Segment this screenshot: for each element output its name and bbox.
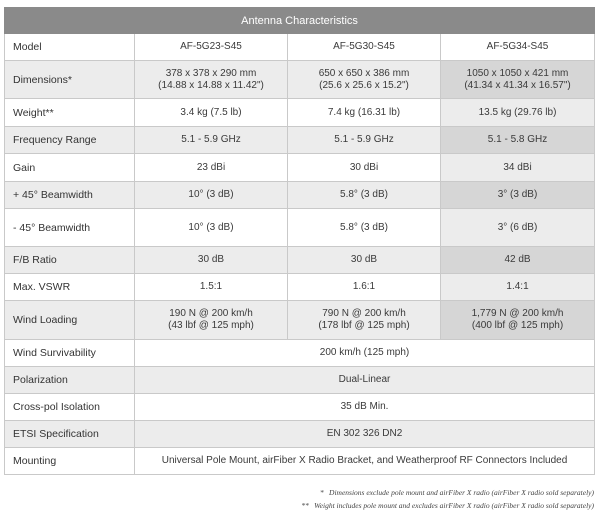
cell-line: (400 lbf @ 125 mph) [471,320,564,331]
cell-line: (25.6 x 25.6 x 15.2") [319,79,409,91]
cell-value: 30 dB [288,247,441,274]
cell-line: (178 lbf @ 125 mph) [318,320,410,331]
row-label: Wind Loading [5,301,135,340]
cell-value: 23 dBi [135,154,288,182]
footnote-text: Dimensions exclude pole mount and airFiber X radio (airFiber X radio sold separately) [329,488,594,497]
row-label: + 45° Beamwidth [5,182,135,209]
row-fb-ratio [5,247,595,274]
cell-value: 34 dBi [441,154,595,182]
cell-value: AF-5G23-S45 [135,34,288,61]
row-dimensions [5,61,595,99]
cell-value [135,61,288,99]
cell-line: (14.88 x 14.88 x 11.42") [158,79,264,91]
cell-value: 7.4 kg (16.31 lb) [288,99,441,127]
row-polarization [5,367,595,394]
cell-value: 5.8° (3 dB) [288,209,441,247]
cell-line: 378 x 378 x 290 mm [165,67,257,79]
row-label: ETSI Specification [5,421,135,448]
cell-value [441,61,595,99]
cell-value: 30 dB [135,247,288,274]
row-label: Max. VSWR [5,274,135,301]
cell-line: 1050 x 1050 x 421 mm [466,67,569,79]
cell-value-merged: Dual-Linear [135,367,595,394]
cell-value-merged: 35 dB Min. [135,394,595,421]
cell-value: 3° (6 dB) [441,209,595,247]
antenna-spec-table-wrapper [4,7,594,475]
cell-value: 3.4 kg (7.5 lb) [135,99,288,127]
row-label: Weight** [5,99,135,127]
cell-value-merged: EN 302 326 DN2 [135,421,595,448]
cell-value-merged: Universal Pole Mount, airFiber X Radio Bracket, and Weatherproof RF Connectors Included [135,448,595,475]
cell-line: (43 lbf @ 125 mph) [168,320,254,331]
cell-line: (41.34 x 41.34 x 16.57") [464,79,571,91]
row-label: Gain [5,154,135,182]
row-beamwidth-plus45 [5,182,595,209]
footnote-text: Weight includes pole mount and excludes airFiber X radio (airFiber X radio sold separately) [314,501,594,510]
cell-line: 190 N @ 200 km/h [169,308,253,319]
cell-value [441,301,595,340]
cell-value-merged: 200 km/h (125 mph) [135,340,595,367]
footnote [302,501,594,510]
row-wind-loading [5,301,595,340]
row-max-vswr [5,274,595,301]
row-mounting [5,448,595,475]
cell-value: 5.8° (3 dB) [288,182,441,209]
row-etsi-specification [5,421,595,448]
row-label: Cross-pol Isolation [5,394,135,421]
row-crosspol-isolation [5,394,595,421]
cell-line: 790 N @ 200 km/h [322,308,406,319]
cell-value: 10° (3 dB) [135,182,288,209]
cell-line: 650 x 650 x 386 mm [318,67,410,79]
row-label: Mounting [5,448,135,475]
cell-value: 10° (3 dB) [135,209,288,247]
cell-value: 5.1 - 5.8 GHz [441,127,595,154]
cell-value: 1.5:1 [135,274,288,301]
footnote-mark: ** [301,501,310,510]
cell-value [288,301,441,340]
row-label: - 45° Beamwidth [5,209,135,247]
cell-value [135,301,288,340]
cell-value: 42 dB [441,247,595,274]
row-gain [5,154,595,182]
cell-value [288,61,441,99]
cell-value: 1.4:1 [441,274,595,301]
row-label: Dimensions* [5,61,135,99]
cell-value: AF-5G30-S45 [288,34,441,61]
row-wind-survivability [5,340,595,367]
cell-value: 3° (3 dB) [441,182,595,209]
row-label: Frequency Range [5,127,135,154]
row-frequency-range [5,127,595,154]
row-label: Model [5,34,135,61]
cell-value: 30 dBi [288,154,441,182]
row-model [5,34,595,61]
row-label: Polarization [5,367,135,394]
footnote [320,488,594,497]
table-title: Antenna Characteristics [5,8,595,34]
row-label: Wind Survivability [5,340,135,367]
row-label: F/B Ratio [5,247,135,274]
antenna-spec-table [4,7,595,475]
cell-value: 5.1 - 5.9 GHz [288,127,441,154]
cell-value: 5.1 - 5.9 GHz [135,127,288,154]
cell-value: 1.6:1 [288,274,441,301]
row-beamwidth-minus45 [5,209,595,247]
cell-value: AF-5G34-S45 [441,34,595,61]
cell-line: 1,779 N @ 200 km/h [471,308,564,319]
cell-value: 13.5 kg (29.76 lb) [441,99,595,127]
row-weight [5,99,595,127]
footnote-mark: * [320,488,325,497]
